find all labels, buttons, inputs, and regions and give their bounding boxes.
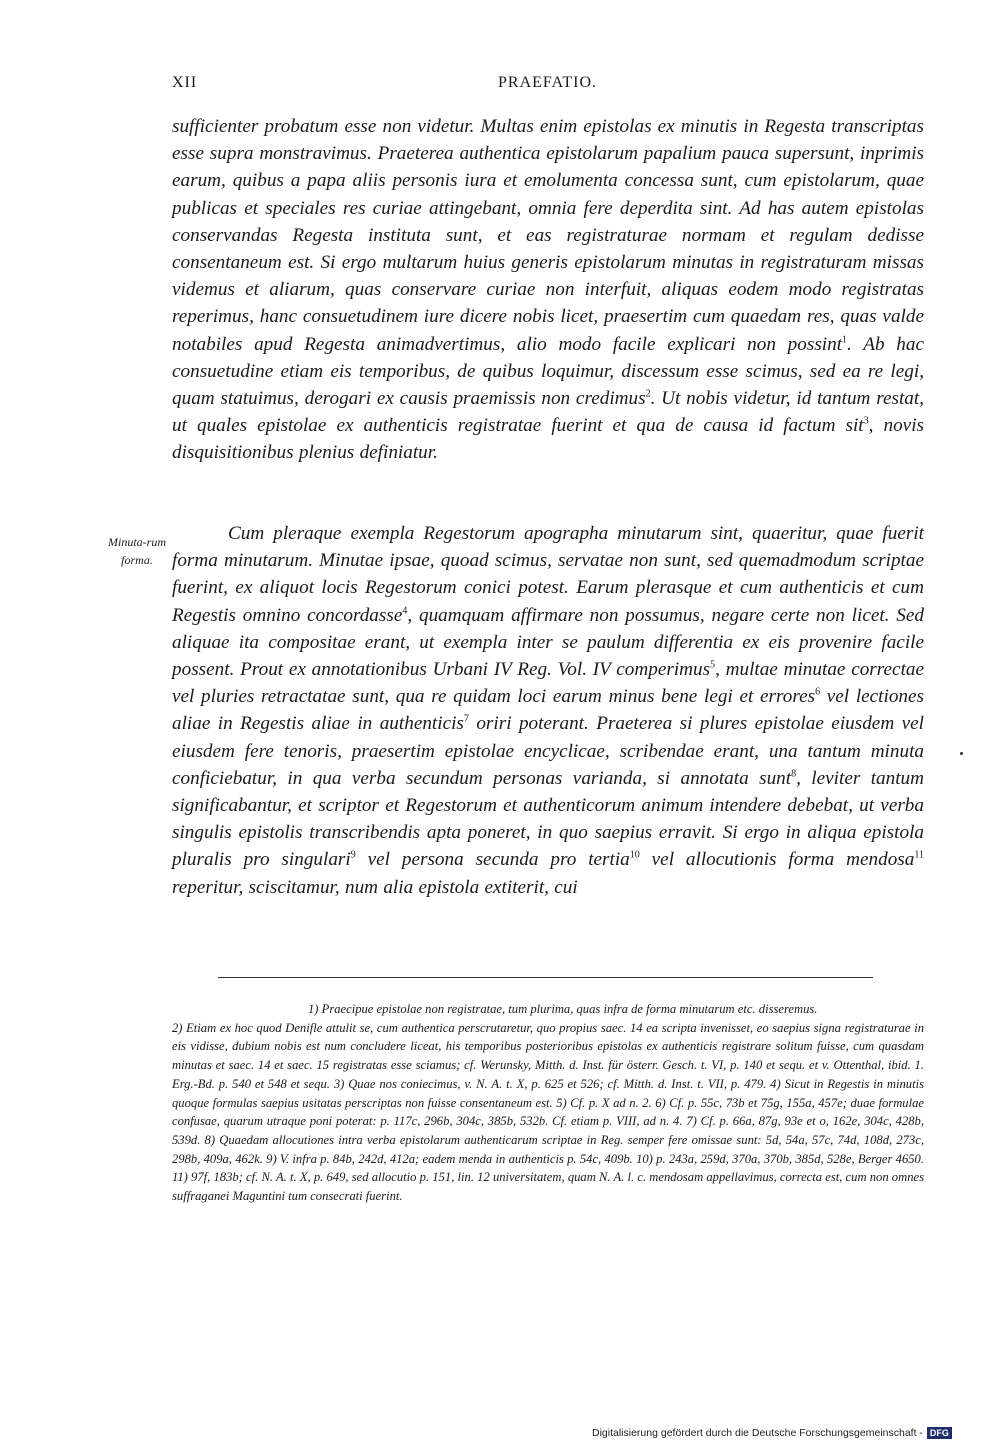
text-run: vel allocutionis forma mendosa bbox=[639, 849, 915, 871]
footnote-ref: 11 bbox=[914, 850, 924, 862]
text-run: Cum pleraque exempla Regestorum apographa minutarum sint, quaeritur, quae fuerit forma minutarum. Minutae ipsae, quoad scimus, servatae non sunt, sed quemadmodum scriptae fuerint, ex aliquot locis Regestorum conici potest. Earum plerasque et cum authenticis et cum Regestis omnino concordasse bbox=[172, 523, 924, 626]
text-run: , leviter tantum significabantur, et scriptor et Regestorum et authenticorum animum intendere debebat, ut verba singulis epistolis transcribendis apta poneret, in quo saepius erravit. Si ergo in aliqua epistola pluralis pro singulari bbox=[172, 767, 925, 871]
text-run: . Ut nobis videtur, id tantum restat, ut quales epistolae ex authenticis registratae fuerint et qua de causa id factum sit bbox=[172, 388, 924, 437]
text-run: vel persona secunda pro tertia bbox=[355, 849, 630, 871]
text-run: , multae minutae correctae vel pluries retractatae sunt, qua re quidam loci earum minus bene legi et errores bbox=[172, 659, 925, 708]
footnote-divider bbox=[218, 977, 873, 978]
footnote-ref: 1 bbox=[842, 334, 848, 346]
footnote-ref: 4 bbox=[402, 605, 408, 617]
text-run: sufficienter probatum esse non videtur. Multas enim epistolas ex minutis in Regesta transcriptas esse supra monstravimus. Praeterea authentica epistolarum papalium pauca supersunt, inprimis earum, quibus a papa aliis personis iura et emolumenta concessa sunt, cum epistolarum, quae publicas et speciales res curiae attingebant, omnia fere deperdita sint. Ad has autem epistolas conservandas Regesta instituta sunt, et eas registraturae normam et regulam dedisse consentaneum est. Si ergo multarum huius generis epistolarum minutas in registraturam missas videmus et aliarum, quas conservare curiae non interfuit, aliquas eodem modo registratas reperimus, hanc consuetudinem iure dicere nobis licet, praesertim cum quaedam res, quas valde notabiles apud Regesta animadvertimus, alio modo facile explicari non possint bbox=[172, 116, 924, 355]
text-run: , novis disquisitionibus plenius definiatur. bbox=[172, 415, 924, 464]
paragraph-1 bbox=[172, 113, 924, 467]
dfg-logo: DFG bbox=[927, 1427, 952, 1439]
footnote-ref: 2 bbox=[645, 388, 651, 400]
footnote-ref: 9 bbox=[350, 850, 356, 862]
footnote-ref: 8 bbox=[791, 768, 797, 780]
footnote-ref: 5 bbox=[710, 659, 716, 671]
running-title: PRAEFATIO. bbox=[498, 74, 598, 91]
footnotes bbox=[172, 1000, 924, 1206]
digitization-credit bbox=[592, 1424, 952, 1441]
credit-text: Digitalisierung gefördert durch die Deutsche Forschungsgemeinschaft - bbox=[592, 1426, 923, 1439]
footnote-ref: 10 bbox=[629, 850, 640, 862]
page-number: XII bbox=[172, 74, 198, 91]
footnote-1: 1) Praecipue epistolae non registratae, tum plurima, quas infra de forma minutarum etc. disseremus. bbox=[308, 1002, 818, 1016]
footnote-ref: 7 bbox=[463, 714, 469, 726]
text-run: , quamquam affirmare non possumus, negare certe non licet. Sed aliquae ita compositae erant, ut exempla inter se paulum differentia ex eis provenire facile possent. Prout ex annotationibus Urbani IV Reg. Vol. IV comperimus bbox=[172, 604, 925, 681]
footnote-ref: 6 bbox=[815, 686, 821, 698]
text-run: reperitur, sciscitamur, num alia epistola extiterit, cui bbox=[172, 876, 578, 898]
text-run: . Ab hac consuetudine etiam eis temporibus, de quibus loquimur, discessum esse scimus, sed ea re legi, quam statuimus, derogari ex causis praemissis non credimus bbox=[172, 333, 924, 410]
footnote-ref: 3 bbox=[863, 415, 869, 427]
footnotes-continued: 2) Etiam ex hoc quod Denifle attulit se, cum authentica perscrutaretur, quo propius saec. 14 ea scripta invenisset, eo saepius signa registraturae in eis vidisse, dubium nobis est num concludere liceat, his temporibus posterioribus epistolas ex authenticis registrare solitum fuisse, cum quasdam minutas et saec. 14 et saec. 15 registratas esse sciamus; cf. Werunsky, Mitth. d. Inst. für österr. Gesch. t. VI, p. 140 et sequ. et v. Ottenthal, ibid. 1. Erg.-Bd. p. 540 et 548 et sequ. 3) Quae nos coniecimus, v. N. A. t. X, p. 625 et 526; cf. Mitth. d. Inst. t. VII, p. 479. 4) Sicut in Regestis in minutis quoque formulas saepius usitatas perscriptas non fuisse consentaneum est. 5) Cf. p. X ad n. 2. 6) Cf. p. 55c, 73b et 75g, 155a, 457e; duae formulae confusae, quarum utraque poni poterat: p. 117c, 296b, 304c, 385b, 532b. Cf. etiam p. VIII, ad n. 4. 7) Cf. p. 66a, 87g, 93e et o, 162e, 304c, 428b, 539d. 8) Quaedam allocutiones intra verba epistolarum authenticarum scriptae in Reg. semper fere omissae sunt: 5d, 54a, 57c, 74d, 108d, 273c, 298b, 409a, 462k. 9) V. infra p. 84b, 242d, 412a; eadem menda in authenticis p. 54c, 409b. 10) p. 243a, 259d, 370a, 370b, 385d, 528e, Berger 4650. 11) 97f, 183b; cf. N. A. t. X, p. 649, sed allocutio p. 151, lin. 12 universitatem, quam N. A. l. c. mendosam appellavimus, correcta est, cum non omnes suffraganei Maguntini tum consecrati fuerint. bbox=[172, 1020, 924, 1204]
paragraph-2 bbox=[172, 520, 924, 901]
stray-dot bbox=[960, 752, 963, 755]
margin-note: Minuta-rum forma. bbox=[108, 535, 166, 567]
text-run: vel lectiones aliae in Regestis aliae in authenticis bbox=[172, 686, 925, 735]
text-run: oriri poterant. Praeterea si plures epistolae eiusdem vel eiusdem fere tenoris, praesertim epistolae encyclicae, scribendae erant, una tantum minuta conficiebatur, in qua verba secundum personas varianda, si annotata sunt bbox=[172, 713, 924, 789]
